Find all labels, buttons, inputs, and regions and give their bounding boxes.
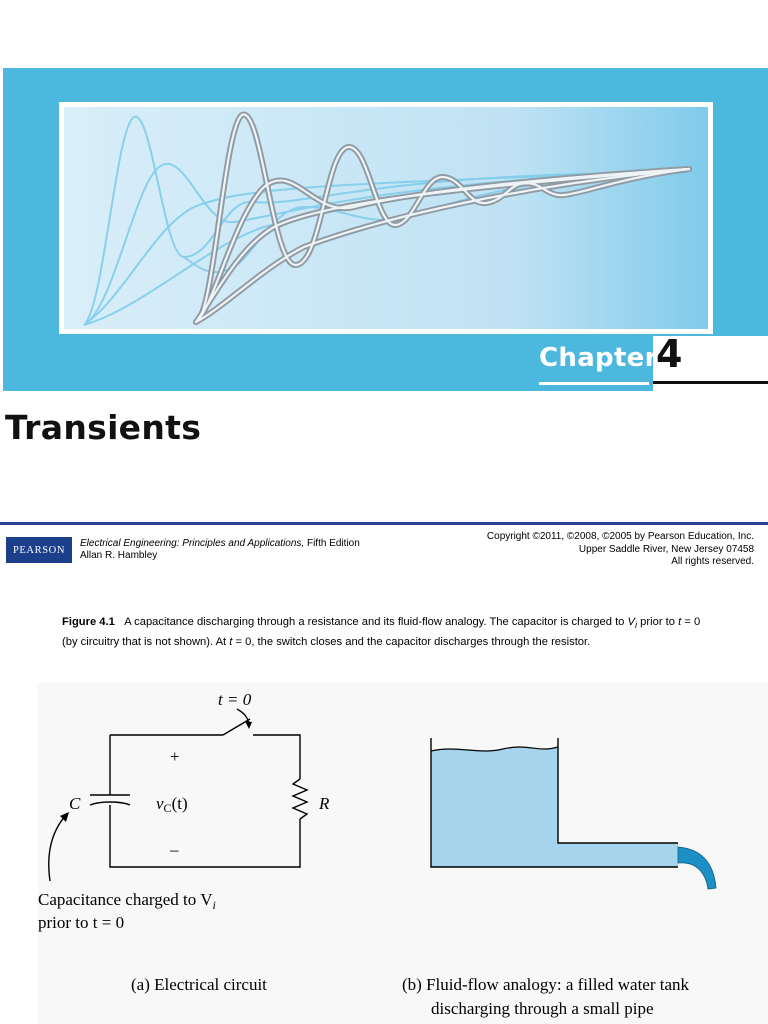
circuit-wire bbox=[253, 735, 300, 779]
polarity-minus: – bbox=[170, 840, 179, 859]
voltage-subscript: C bbox=[163, 801, 172, 815]
chapter-label: Chapter bbox=[539, 343, 658, 373]
circuit-wire bbox=[110, 805, 300, 867]
voltage-symbol: v bbox=[156, 794, 164, 813]
caption-text: = 0 (by circuitry that is not shown). At bbox=[62, 616, 701, 648]
subcaption-b-line1: (b) Fluid-flow analogy: a filled water tank bbox=[402, 975, 690, 994]
footer-divider bbox=[0, 522, 768, 525]
chapter-title: Transients bbox=[5, 408, 202, 447]
book-edition: Fifth Edition bbox=[304, 538, 360, 549]
tank-wall bbox=[558, 738, 678, 843]
book-title: Electrical Engineering: Principles and Applications, bbox=[80, 538, 305, 549]
voltage-argument: (t) bbox=[171, 794, 188, 813]
switch-arrow-head bbox=[245, 721, 252, 729]
book-author: Allan R. Hambley bbox=[80, 550, 158, 561]
caption-text: A capacitance discharging through a resistance and its fluid-flow analogy. The capacitor is charged to bbox=[124, 616, 628, 628]
capacitor-plate-bottom bbox=[90, 802, 130, 805]
caption-var: V bbox=[627, 616, 635, 628]
figure-panel bbox=[38, 683, 768, 1024]
capacitor-note-line2: prior to t = 0 bbox=[38, 913, 125, 932]
subcaption-b-line2: discharging through a small pipe bbox=[431, 999, 654, 1018]
resistor-zigzag bbox=[293, 779, 307, 819]
pipe-outlet-stream bbox=[678, 847, 716, 889]
figure-label: Figure 4.1 bbox=[62, 616, 115, 628]
subcaption-a: (a) Electrical circuit bbox=[131, 975, 267, 994]
switch-label: t = 0 bbox=[218, 690, 252, 709]
pearson-logo: PEARSON bbox=[6, 537, 72, 563]
note-subscript: i bbox=[212, 898, 216, 912]
figure-drawing bbox=[38, 683, 768, 1024]
voltage-label bbox=[156, 794, 188, 815]
chapter-banner bbox=[3, 68, 768, 391]
capacitor-label: C bbox=[69, 794, 81, 813]
figure-caption bbox=[62, 614, 710, 650]
copyright-line: All rights reserved. bbox=[671, 556, 754, 567]
note-text: Capacitance charged to V bbox=[38, 890, 213, 909]
cover-art-frame bbox=[59, 102, 713, 334]
chapter-number-rule bbox=[653, 381, 768, 384]
caption-var: t bbox=[229, 635, 233, 648]
oscillating-waves-illustration bbox=[64, 107, 708, 329]
copyright-line: Copyright ©2011, ©2008, ©2005 by Pearson Education, Inc. bbox=[486, 531, 754, 542]
caption-sub: i bbox=[634, 620, 638, 631]
caption-text: prior to bbox=[637, 616, 679, 628]
caption-text: = 0, the switch closes and the capacitor discharges through the resistor. bbox=[232, 635, 591, 648]
copyright-notice bbox=[487, 531, 754, 569]
resistor-label: R bbox=[319, 794, 330, 813]
chapter-label-underline bbox=[539, 382, 649, 385]
copyright-line: Upper Saddle River, New Jersey 07458 bbox=[578, 543, 754, 555]
chapter-number: 4 bbox=[656, 332, 683, 376]
tank-water bbox=[431, 747, 678, 867]
note-arrow bbox=[49, 815, 66, 881]
caption-var: t bbox=[678, 616, 682, 628]
book-info bbox=[80, 538, 360, 562]
capacitor-note bbox=[38, 890, 216, 912]
polarity-plus: + bbox=[170, 747, 180, 766]
